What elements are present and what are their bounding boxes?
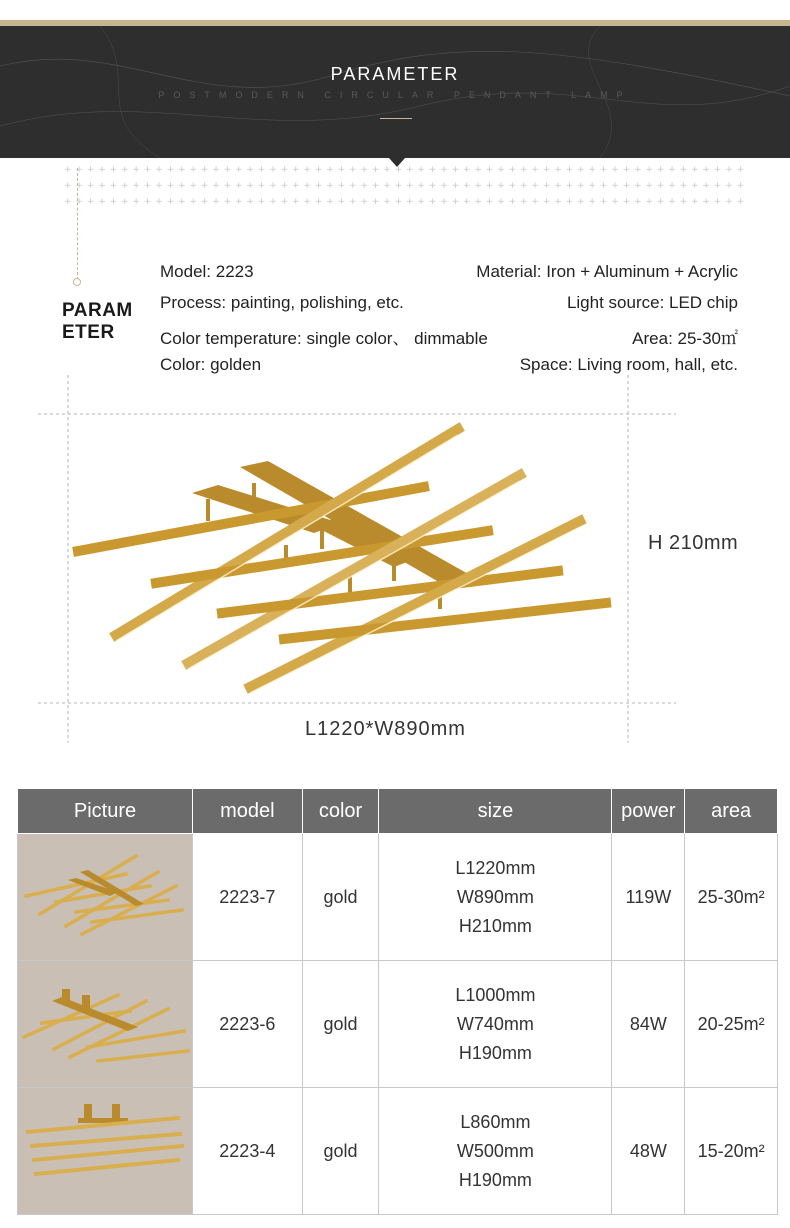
plus-icon: + (246, 165, 254, 175)
plus-icon: + (725, 165, 733, 175)
plus-icon: + (428, 197, 437, 207)
table-row (18, 961, 778, 1088)
row-area: 15-20m² (685, 1088, 778, 1215)
plus-icon: + (132, 197, 140, 207)
row-size-length: L1000mm (455, 984, 536, 1005)
plus-icon: + (200, 165, 209, 175)
plus-icon: + (485, 165, 494, 175)
plus-icon: + (337, 165, 346, 175)
plus-icon: + (155, 181, 163, 191)
plus-icon: + (634, 165, 642, 175)
table-row (18, 1088, 778, 1215)
plus-icon: + (212, 181, 220, 191)
plus-icon: + (349, 197, 357, 207)
row-color: gold (302, 961, 379, 1088)
plus-icon: + (497, 181, 505, 191)
plus-icon: + (668, 181, 676, 191)
plus-icon: + (155, 197, 163, 207)
row-size-width: W740mm (456, 1013, 534, 1034)
plus-icon: + (371, 165, 380, 175)
lamp-dimension-diagram (0, 375, 790, 750)
lamp-thumbnail-4 (18, 1088, 192, 1209)
lamp-bars (78, 429, 606, 687)
spec-process: Process: painting, polishing, etc. (160, 293, 404, 312)
plus-icon: + (235, 165, 243, 175)
plus-icon: + (531, 181, 539, 191)
plus-icon: + (554, 181, 562, 191)
header-size: size (379, 789, 612, 834)
plus-icon: + (360, 181, 368, 191)
plus-icon: + (166, 197, 175, 207)
lamp-led-strips (116, 435, 580, 693)
plus-icon: + (679, 165, 688, 175)
plus-icon: + (702, 197, 710, 207)
plus-icon: + (440, 165, 448, 175)
plus-icon: + (212, 197, 220, 207)
plus-icon: + (86, 197, 95, 207)
plus-icon: + (143, 165, 152, 175)
plus-icon: + (599, 197, 608, 207)
plus-icon: + (121, 197, 129, 207)
plus-icon: + (292, 181, 300, 191)
plus-icon: + (440, 197, 448, 207)
plus-icon: + (223, 181, 232, 191)
plus-icon: + (645, 181, 653, 191)
row-size-height: H190mm (458, 1042, 532, 1063)
model-spec-table (17, 788, 778, 1215)
thumbnail-cell (18, 834, 193, 961)
plus-icon: + (440, 181, 448, 191)
plus-icon: + (326, 165, 334, 175)
plus-icon: + (588, 197, 596, 207)
plus-icon: + (75, 181, 83, 191)
plus-icon: + (656, 165, 665, 175)
plus-icon: + (691, 181, 699, 191)
plus-icon: + (406, 197, 414, 207)
plus-icon: + (98, 197, 106, 207)
plus-icon: + (132, 165, 140, 175)
plus-icon: + (577, 181, 585, 191)
plus-icon: + (463, 165, 471, 175)
plus-icon: + (280, 165, 289, 175)
plus-icon: + (98, 165, 106, 175)
plus-icon: + (588, 181, 596, 191)
plus-icon: + (531, 197, 539, 207)
plus-icon: + (520, 181, 528, 191)
plus-icon: + (406, 181, 414, 191)
plus-icon: + (520, 197, 528, 207)
plus-icon: + (178, 181, 186, 191)
plus-icon: + (64, 165, 72, 175)
banner-divider (380, 118, 412, 119)
row-model: 2223-6 (193, 961, 303, 1088)
plus-icon: + (303, 181, 311, 191)
row-area: 20-25m² (685, 961, 778, 1088)
row-size-width: W890mm (456, 886, 534, 907)
plus-icon: + (269, 181, 277, 191)
plus-icon: + (736, 181, 745, 191)
top-margin (0, 0, 790, 22)
plus-icon: + (394, 165, 403, 175)
plus-icon: + (292, 165, 300, 175)
plus-icon: + (64, 197, 72, 207)
plus-icon: + (235, 197, 243, 207)
plus-icon: + (645, 165, 653, 175)
plus-icon: + (474, 165, 482, 175)
plus-icon: + (725, 181, 733, 191)
lamp-thumbnail-6 (18, 961, 192, 1082)
row-power: 84W (612, 961, 685, 1088)
row-size (379, 834, 612, 961)
plus-icon: + (200, 181, 209, 191)
plus-icon: + (485, 197, 494, 207)
table-header-row (18, 789, 778, 834)
spec-space: Space: Living room, hall, etc. (519, 355, 738, 374)
header-picture: Picture (18, 789, 193, 834)
plus-icon: + (303, 197, 311, 207)
plus-icon: + (565, 181, 574, 191)
plus-icon: + (109, 165, 118, 175)
plus-icon: + (508, 197, 517, 207)
plus-icon: + (394, 197, 403, 207)
plus-icon: + (520, 165, 528, 175)
plus-icon: + (656, 197, 665, 207)
plus-icon: + (178, 165, 186, 175)
plus-icon: + (691, 197, 699, 207)
plus-icon: + (599, 181, 608, 191)
dimension-guides (38, 375, 676, 743)
plus-icon: + (257, 181, 266, 191)
plus-icon: + (451, 165, 460, 175)
plus-icon: + (383, 197, 391, 207)
row-size-height: H210mm (458, 915, 532, 936)
plus-icon: + (577, 165, 585, 175)
plus-icon: + (269, 165, 277, 175)
plus-icon: + (394, 181, 403, 191)
plus-icon: + (121, 181, 129, 191)
plus-icon: + (622, 165, 631, 175)
plus-icon: + (622, 181, 631, 191)
plus-icon: + (75, 197, 83, 207)
header-area: area (685, 789, 778, 834)
plus-icon: + (406, 165, 414, 175)
row-size-length: L860mm (460, 1111, 531, 1132)
plus-icon: + (634, 197, 642, 207)
row-color: gold (302, 834, 379, 961)
plus-icon: + (508, 181, 517, 191)
plus-icon: + (702, 181, 710, 191)
plus-icon: + (485, 181, 494, 191)
plus-icon: + (246, 181, 254, 191)
plus-icon: + (280, 197, 289, 207)
plus-icon: + (611, 197, 619, 207)
plus-icon: + (98, 181, 106, 191)
row-area: 25-30m² (685, 834, 778, 961)
plus-icon: + (508, 165, 517, 175)
plus-icon: + (121, 165, 129, 175)
spec-area: Area: 25-30㎡ (632, 329, 738, 348)
banner-subtitle: POSTMODERN CIRCULAR PENDANT LAMP (158, 90, 632, 100)
plus-icon: + (417, 197, 425, 207)
plus-icon: + (109, 197, 118, 207)
plus-icon: + (280, 181, 289, 191)
plus-icon: + (155, 165, 163, 175)
plus-icon: + (371, 181, 380, 191)
lamp-thumbnail-7 (18, 834, 192, 955)
plus-icon: + (588, 165, 596, 175)
plus-icon: + (86, 165, 95, 175)
spec-material: Material: Iron + Aluminum + Acrylic (476, 262, 738, 281)
plus-icon: + (326, 181, 334, 191)
plus-icon: + (702, 165, 710, 175)
plus-icon: + (109, 181, 118, 191)
plus-icon: + (257, 197, 266, 207)
plus-icon: + (75, 165, 83, 175)
plus-icon: + (554, 165, 562, 175)
plus-icon: + (223, 165, 232, 175)
plus-icon: + (736, 165, 745, 175)
parameter-label-line2: ETER (62, 322, 115, 343)
plus-icon: + (713, 181, 722, 191)
row-model: 2223-4 (193, 1088, 303, 1215)
plus-icon: + (132, 181, 140, 191)
spec-color: Color: golden (160, 355, 262, 374)
plus-icon: + (337, 181, 346, 191)
plus-icon: + (166, 181, 175, 191)
row-size-width: W500mm (456, 1140, 534, 1161)
plus-icon: + (542, 181, 551, 191)
plus-icon: + (189, 181, 197, 191)
plus-icon: + (497, 165, 505, 175)
plus-icon: + (565, 197, 574, 207)
height-dimension-label: H 210mm (648, 532, 739, 554)
length-width-dimension-label: L1220*W890mm (305, 718, 466, 740)
row-model: 2223-7 (193, 834, 303, 961)
plus-icon: + (314, 165, 323, 175)
plus-icon: + (383, 165, 391, 175)
plus-icon: + (269, 197, 277, 207)
pendant-bulb-icon (73, 278, 81, 286)
spec-light-source: Light source: LED chip (566, 293, 738, 312)
plus-icon: + (189, 197, 197, 207)
table-row (18, 834, 778, 961)
plus-icon: + (143, 197, 152, 207)
plus-icon: + (463, 197, 471, 207)
plus-icon: + (189, 165, 197, 175)
row-size-height: H190mm (458, 1169, 532, 1190)
row-size-length: L1220mm (455, 857, 536, 878)
plus-icon: + (611, 165, 619, 175)
lamp-product-image (78, 429, 606, 693)
plus-icon: + (64, 181, 72, 191)
plus-pattern (60, 165, 745, 210)
plus-icon: + (679, 181, 688, 191)
plus-icon: + (634, 181, 642, 191)
header-color: color (302, 789, 379, 834)
parameter-label-line1: PARAM (62, 300, 133, 321)
row-color: gold (302, 1088, 379, 1215)
plus-icon: + (292, 197, 300, 207)
plus-icon: + (360, 197, 368, 207)
plus-icon: + (246, 197, 254, 207)
plus-icon: + (451, 197, 460, 207)
plus-icon: + (428, 165, 437, 175)
plus-icon: + (223, 197, 232, 207)
plus-icon: + (143, 181, 152, 191)
plus-icon: + (645, 197, 653, 207)
plus-icon: + (531, 165, 539, 175)
plus-icon: + (337, 197, 346, 207)
plus-icon: + (86, 181, 95, 191)
parameter-label (62, 300, 133, 344)
plus-icon: + (474, 197, 482, 207)
header-power: power (612, 789, 685, 834)
plus-icon: + (428, 181, 437, 191)
plus-icon: + (668, 165, 676, 175)
plus-icon: + (474, 181, 482, 191)
plus-icon: + (656, 181, 665, 191)
plus-icon: + (611, 181, 619, 191)
plus-icon: + (303, 165, 311, 175)
banner-title: PARAMETER (330, 64, 460, 84)
plus-icon: + (542, 197, 551, 207)
spec-color-temperature: Color temperature: single color、 dimmable (160, 329, 488, 348)
plus-icon: + (371, 197, 380, 207)
thumbnail-cell (18, 1088, 193, 1215)
plus-icon: + (622, 197, 631, 207)
plus-icon: + (691, 165, 699, 175)
plus-icon: + (668, 197, 676, 207)
plus-icon: + (178, 197, 186, 207)
plus-icon: + (497, 197, 505, 207)
plus-icon: + (554, 197, 562, 207)
plus-icon: + (725, 197, 733, 207)
parameter-banner (0, 26, 790, 158)
pendant-cord (77, 168, 78, 280)
plus-icon: + (235, 181, 243, 191)
plus-icon: + (326, 197, 334, 207)
spec-model: Model: 2223 (160, 262, 254, 281)
row-power: 119W (612, 834, 685, 961)
plus-icon: + (200, 197, 209, 207)
plus-icon: + (314, 181, 323, 191)
plus-icon: + (451, 181, 460, 191)
plus-icon: + (713, 165, 722, 175)
plus-icon: + (383, 181, 391, 191)
plus-icon: + (713, 197, 722, 207)
plus-icon: + (679, 197, 688, 207)
plus-icon: + (212, 165, 220, 175)
plus-icon: + (166, 165, 175, 175)
row-size (379, 961, 612, 1088)
plus-icon: + (417, 165, 425, 175)
row-size (379, 1088, 612, 1215)
plus-icon: + (314, 197, 323, 207)
plus-icon: + (349, 165, 357, 175)
thumbnail-cell (18, 961, 193, 1088)
plus-icon: + (577, 197, 585, 207)
plus-icon: + (736, 197, 745, 207)
plus-icon: + (349, 181, 357, 191)
plus-icon: + (417, 181, 425, 191)
row-power: 48W (612, 1088, 685, 1215)
plus-icon: + (565, 165, 574, 175)
plus-icon: + (542, 165, 551, 175)
plus-icon: + (257, 165, 266, 175)
plus-icon: + (360, 165, 368, 175)
plus-icon: + (463, 181, 471, 191)
plus-icon: + (599, 165, 608, 175)
header-model: model (193, 789, 303, 834)
